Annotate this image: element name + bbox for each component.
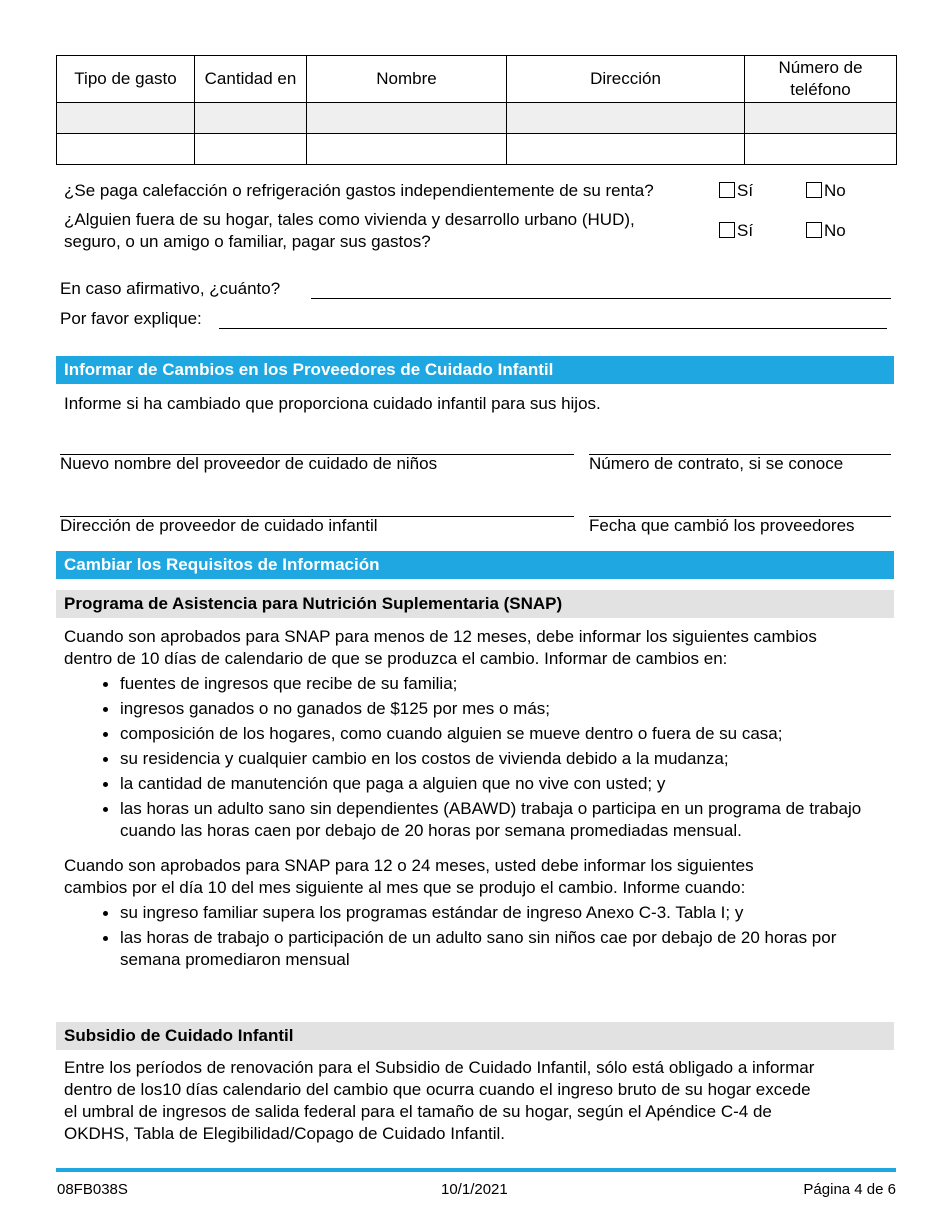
checkbox-icon[interactable] [806, 182, 822, 198]
list-item: las horas un adulto sano sin dependientes (ABAWD) trabaja o participa en un programa de trabajo cuando las horas caen por debajo de 20 horas por semana promediadas mensual. [100, 798, 890, 842]
section-heading-childcare-providers: Informar de Cambios en los Proveedores de Cuidado Infantil [56, 356, 894, 384]
childcare-subsidy-paragraph: Entre los períodos de renovación para el Subsidio de Cuidado Infantil, sólo está obligado a informar dentro de los10 días calendario del cambio que ocurra cuando el ingreso bruto de su hogar excede el umbral de ingresos de salida federal para el tamaño de su hogar, según el Apéndice C-4 de OKDHS, Tabla de Elegibilidad/Copago de Cuidado Infantil. [64, 1058, 815, 1143]
explain-input[interactable] [219, 328, 887, 329]
subheading-childcare-subsidy: Subsidio de Cuidado Infantil [56, 1022, 894, 1050]
provider-address-label: Dirección de proveedor de cuidado infantil [60, 516, 378, 535]
form-date: 10/1/2021 [441, 1181, 508, 1198]
question-heating-cooling: ¿Se paga calefacción o refrigeración gastos independientemente de su renta? [64, 181, 654, 200]
explain-label: Por favor explique: [60, 309, 202, 328]
table-cell[interactable] [307, 134, 507, 165]
list-item: la cantidad de manutención que paga a alguien que no vive con usted; y [100, 773, 890, 795]
snap-paragraph-2: Cuando son aprobados para SNAP para 12 o 24 meses, usted debe informar los siguientes cambios por el día 10 del mes siguiente al mes que se produjo el cambio. Informe cuando: [64, 856, 754, 897]
contract-number-label: Número de contrato, si se conoce [589, 454, 844, 473]
q1-no-option[interactable]: No [806, 180, 846, 202]
q2-yes-option[interactable]: Sí [719, 220, 753, 242]
page-number: Página 4 de 6 [803, 1181, 896, 1198]
col-header-phone: Número de teléfono [745, 56, 897, 103]
col-header-address: Dirección [507, 56, 745, 103]
col-header-type: Tipo de gasto [57, 56, 195, 103]
table-row [57, 103, 897, 134]
col-header-amount: Cantidad en [195, 56, 307, 103]
question-outside-pays: ¿Alguien fuera de su hogar, tales como vivienda y desarrollo urbano (HUD), seguro, o un amigo o familiar, pagar sus gastos? [64, 210, 635, 251]
expense-table [56, 55, 897, 165]
checkbox-icon[interactable] [806, 222, 822, 238]
list-item: las horas de trabajo o participación de un adulto sano sin niños cae por debajo de 20 horas por semana promediaron mensual [100, 927, 890, 971]
snap-paragraph-1: Cuando son aprobados para SNAP para menos de 12 meses, debe informar los siguientes cambios dentro de 10 días de calendario de que se produzca el cambio. Informar de cambios en: [64, 627, 817, 668]
expense-table-header [57, 56, 897, 103]
snap-list-1 [100, 673, 890, 845]
list-item: su residencia y cualquier cambio en los costos de vivienda debido a la mudanza; [100, 748, 890, 770]
col-header-name: Nombre [307, 56, 507, 103]
how-much-input[interactable] [311, 298, 891, 299]
list-item: ingresos ganados o no ganados de $125 por mes o más; [100, 698, 890, 720]
table-cell[interactable] [57, 103, 195, 134]
subheading-snap: Programa de Asistencia para Nutrición Suplementaria (SNAP) [56, 590, 894, 618]
list-item: su ingreso familiar supera los programas estándar de ingreso Anexo C-3. Tabla I; y [100, 902, 890, 924]
footer-divider [56, 1168, 896, 1172]
q2-no-option[interactable]: No [806, 220, 846, 242]
snap-list-2 [100, 902, 890, 974]
table-cell[interactable] [195, 134, 307, 165]
list-item: composición de los hogares, como cuando alguien se mueve dentro o fuera de su casa; [100, 723, 890, 745]
checkbox-icon[interactable] [719, 182, 735, 198]
table-cell[interactable] [507, 103, 745, 134]
section-heading-requirements: Cambiar los Requisitos de Información [56, 551, 894, 579]
table-cell[interactable] [745, 134, 897, 165]
checkbox-icon[interactable] [719, 222, 735, 238]
list-item: fuentes de ingresos que recibe de su familia; [100, 673, 890, 695]
how-much-label: En caso afirmativo, ¿cuánto? [60, 279, 281, 298]
table-cell[interactable] [307, 103, 507, 134]
table-cell[interactable] [507, 134, 745, 165]
form-id: 08FB038S [57, 1181, 128, 1198]
table-cell[interactable] [745, 103, 897, 134]
table-cell[interactable] [57, 134, 195, 165]
table-cell[interactable] [195, 103, 307, 134]
new-provider-name-label: Nuevo nombre del proveedor de cuidado de niños [60, 454, 438, 473]
childcare-intro: Informe si ha cambiado que proporciona cuidado infantil para sus hijos. [64, 394, 601, 413]
q1-yes-option[interactable]: Sí [719, 180, 753, 202]
table-row [57, 134, 897, 165]
change-date-label: Fecha que cambió los proveedores [589, 516, 855, 535]
